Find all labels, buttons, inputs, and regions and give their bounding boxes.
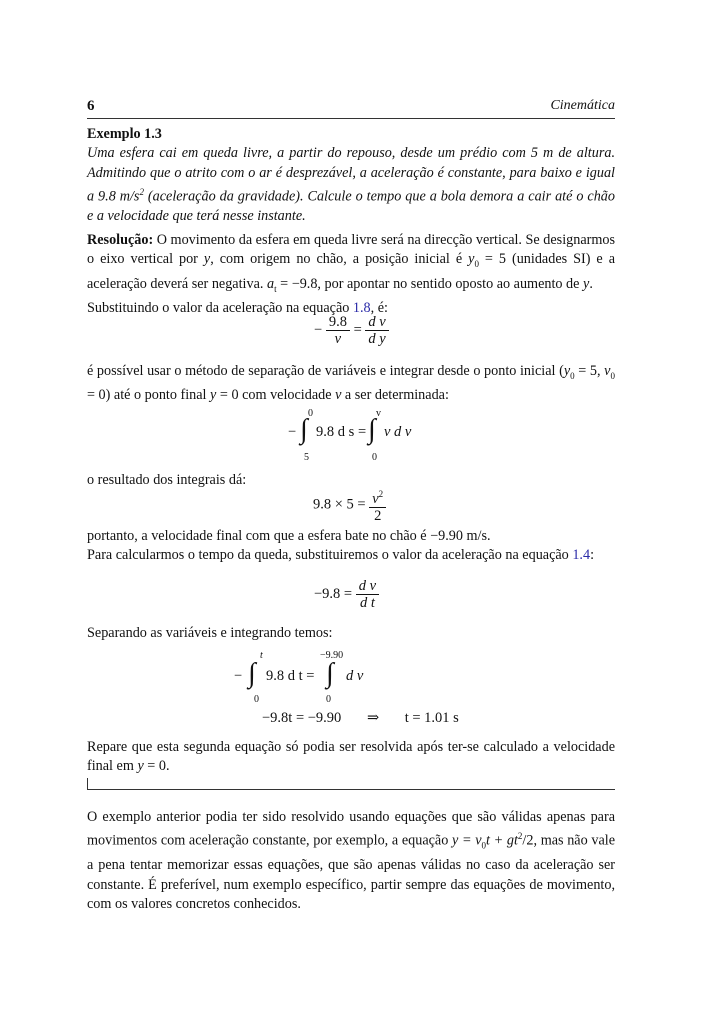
equation-3: 9.8 × 5 = $\frac{v^2}{2}$ [313, 486, 386, 524]
resolution-label: Resolução: [87, 232, 154, 248]
integral-sign: ∫ [368, 414, 376, 445]
resolution-paragraph: Resolução: O movimento da esfera em queda livre será na direcção vertical. Se designarmos o eixo vertical por y, com origem no chão, a posição inicial é $y_0 = 5$ (unidades SI) e a aceleração deverá ser negativa. $a_t = -9.8$, por apontar no sentido oposto ao aumento de y. Substituindo o valor da aceleração na equação 1.8, é: [87, 232, 616, 316]
separating-text: Separando as variáveis e integrando temos: [87, 625, 333, 641]
page-header [87, 98, 615, 119]
equation-2: 0 5 v 0 − ∫ 9.8 d s = ∫ v d v [288, 408, 412, 463]
result-text: o resultado dos integrais dá: [87, 472, 247, 488]
integral-sign: ∫ [326, 658, 334, 689]
integral-sign: ∫ [300, 414, 308, 445]
equation-6: −9.8t = −9.90 ⇒ t = 1.01 s [262, 710, 459, 726]
equation-ref-1-4[interactable]: 1.4 [572, 547, 591, 564]
example-statement: Uma esfera cai em queda livre, a partir do repouso, desde um prédio com 5 m de altura. Admitindo que o atrito com o ar é desprezável, a aceleração é constante, para baixo e igual a 9.8 $m/s^2$ (aceleração da gravidade). Calcule o tempo que a bola demora a cair até o chão e a velocidade que terá nesse instante. [87, 145, 615, 225]
example-box-left-rule [87, 778, 88, 789]
equation-ref-1-8[interactable]: 1.8 [352, 299, 371, 316]
integral-sign: ∫ [248, 658, 256, 689]
velocity-paragraph: portanto, a velocidade final com que a esfera bate no chão é −9.90 m/s. Para calcularmos o tempo da queda, substituiremos o valor da aceleração na equação 1.4: [87, 528, 595, 564]
chapter-title: Cinemática [550, 98, 615, 113]
equation-4: −9.8 = $\frac{\text{d v}}{\text{d t}}$ [314, 578, 379, 611]
example-box-bottom-rule [87, 789, 615, 790]
equation-5: t 0 −9.90 0 − ∫ 9.8 d t = ∫ d v [234, 650, 364, 705]
closing-paragraph: O exemplo anterior podia ter sido resolvido usando equações que são válidas apenas para movimentos com aceleração constante, por exemplo, a equação $y = v_0t + gt^2/2$, mas não vale a pena tentar memorizar essas equações, que são apenas válidas no caso da aceleração ser constante. É preferível, num exemplo específico, partir sempre das equações de movimento, com os valores concretos conhecidos. [87, 809, 615, 913]
separation-paragraph: é possível usar o método de separação de variáveis e integrar desde o ponto inicial ($y_0 = 5$, $v_0 = 0$) até o ponto final y = 0 com velocidade v a ser determinada: [87, 363, 615, 404]
remark-paragraph: Repare que esta segunda equação só podia ser resolvida após ter-se calculado a velocidade final em y = 0. [87, 739, 615, 775]
example-block [87, 125, 615, 227]
page-number: 6 [87, 98, 95, 114]
example-title: Exemplo 1.3 [87, 126, 162, 142]
equation-1: − $\frac{9.8}{v}$ = $\frac{\text{d v}}{\text{d y}}$ [314, 314, 389, 347]
